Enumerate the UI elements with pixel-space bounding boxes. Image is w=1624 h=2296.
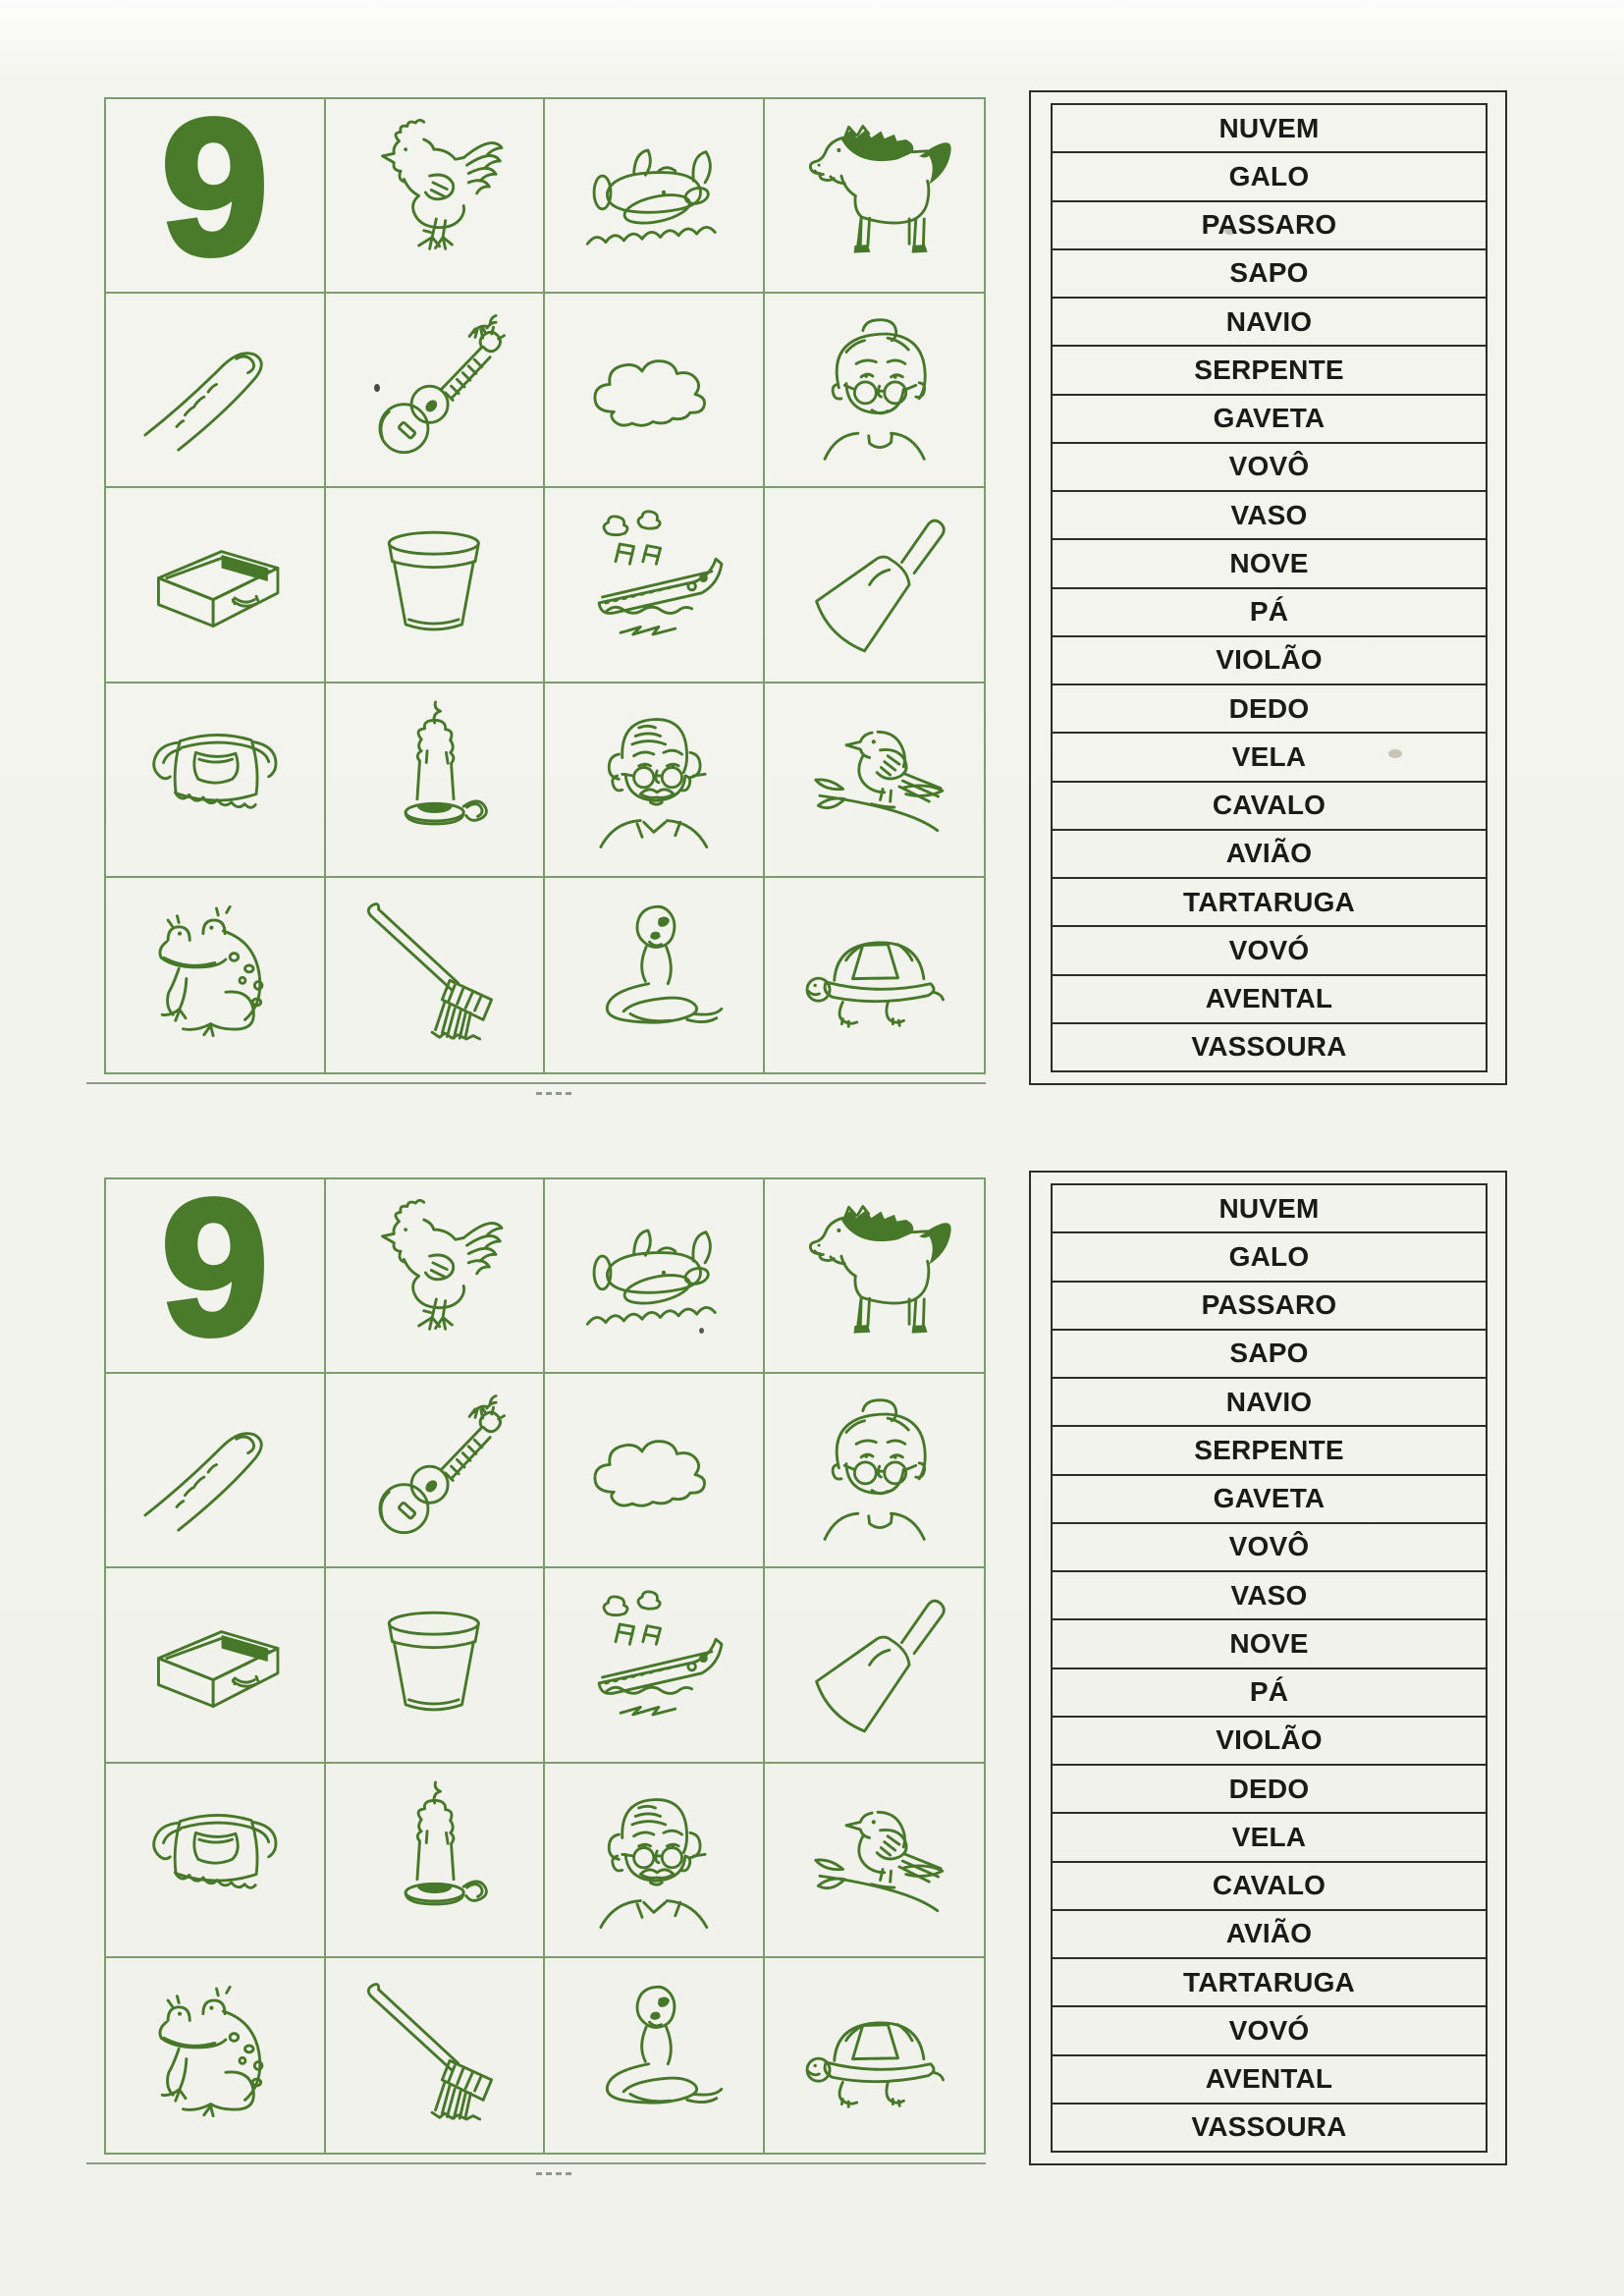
word-label: PÁ bbox=[1249, 1676, 1289, 1708]
word-row bbox=[1053, 2056, 1486, 2105]
word-row bbox=[1053, 347, 1486, 395]
cut-mark bbox=[536, 1092, 571, 1095]
word-label: VASSOURA bbox=[1191, 1031, 1347, 1063]
broom-icon bbox=[345, 1972, 523, 2139]
worksheet-half-bottom bbox=[0, 1171, 1624, 2261]
grid-cell-grandmother bbox=[765, 1374, 985, 1568]
number-nine-glyph: 9 bbox=[161, 1179, 269, 1375]
word-label: PASSARO bbox=[1201, 209, 1337, 241]
word-row bbox=[1053, 1024, 1486, 1070]
word-list-box bbox=[1029, 90, 1507, 1085]
grid-cell-apron bbox=[106, 1764, 326, 1958]
grandfather-icon bbox=[565, 696, 743, 862]
word-label: VELA bbox=[1231, 740, 1307, 772]
grid-cell-shovel bbox=[765, 488, 985, 683]
grid-cell-ship bbox=[545, 1568, 765, 1763]
grid-cell-bird bbox=[765, 1764, 985, 1958]
word-label: VIOLÃO bbox=[1216, 644, 1323, 676]
word-label: VOVÔ bbox=[1228, 451, 1310, 482]
word-row bbox=[1053, 1185, 1486, 1233]
grid-cell-broom bbox=[326, 878, 546, 1072]
grid-cell-ship bbox=[545, 488, 765, 683]
word-label: AVIÃO bbox=[1225, 838, 1313, 869]
frog-icon bbox=[126, 1972, 304, 2139]
snake-icon bbox=[565, 892, 743, 1059]
word-row bbox=[1053, 1814, 1486, 1862]
word-label: VELA bbox=[1231, 1821, 1307, 1852]
word-label: VOVÓ bbox=[1228, 2014, 1310, 2046]
cloud-icon bbox=[565, 1388, 743, 1554]
grid-cell-flower-pot bbox=[326, 488, 546, 683]
grandmother-icon bbox=[785, 307, 964, 473]
bird-icon bbox=[785, 1777, 964, 1942]
word-row bbox=[1053, 396, 1486, 444]
word-row bbox=[1053, 250, 1486, 299]
word-row bbox=[1053, 637, 1486, 685]
word-label: GAVETA bbox=[1213, 1483, 1326, 1514]
word-row bbox=[1053, 1718, 1486, 1766]
word-row bbox=[1053, 1863, 1486, 1911]
grid-cell-candle bbox=[326, 1764, 546, 1958]
frog-icon bbox=[126, 892, 304, 1059]
horse-icon bbox=[785, 1193, 964, 1359]
bird-icon bbox=[785, 696, 964, 862]
horse-icon bbox=[785, 113, 964, 279]
word-row bbox=[1053, 831, 1486, 879]
ship-icon bbox=[565, 1582, 743, 1748]
cut-mark bbox=[536, 2172, 571, 2175]
word-label: VOVÔ bbox=[1228, 1531, 1310, 1562]
word-row bbox=[1053, 1233, 1486, 1282]
word-label: NAVIO bbox=[1225, 1386, 1313, 1417]
word-row bbox=[1053, 1379, 1486, 1427]
shovel-icon bbox=[785, 502, 964, 668]
word-list-box bbox=[1029, 1171, 1507, 2165]
guitar-icon bbox=[345, 1388, 523, 1554]
word-label: TARTARUGA bbox=[1183, 1966, 1355, 1997]
word-row bbox=[1053, 1572, 1486, 1620]
word-row bbox=[1053, 1524, 1486, 1572]
word-label: NOVE bbox=[1229, 1627, 1309, 1659]
word-label: CAVALO bbox=[1212, 790, 1326, 821]
cloud-icon bbox=[565, 307, 743, 473]
rooster-icon bbox=[345, 113, 523, 279]
finger-icon bbox=[126, 307, 304, 473]
grid-cell-cloud bbox=[545, 294, 765, 488]
flower-pot-icon bbox=[345, 1582, 523, 1748]
word-row bbox=[1053, 685, 1486, 734]
word-row bbox=[1053, 734, 1486, 782]
turtle-icon bbox=[785, 1972, 964, 2139]
word-row bbox=[1053, 1331, 1486, 1379]
snake-icon bbox=[565, 1972, 743, 2139]
turtle-icon bbox=[785, 892, 964, 1059]
word-row bbox=[1053, 1669, 1486, 1718]
word-label: CAVALO bbox=[1212, 1870, 1326, 1901]
word-label: NUVEM bbox=[1218, 1192, 1320, 1224]
picture-grid bbox=[104, 97, 986, 1074]
word-label: SAPO bbox=[1229, 1338, 1309, 1369]
word-label: DEDO bbox=[1228, 692, 1310, 724]
word-label: AVENTAL bbox=[1205, 983, 1333, 1014]
word-label: GALO bbox=[1228, 160, 1310, 191]
finger-icon bbox=[126, 1388, 304, 1554]
grid-cell-cloud bbox=[545, 1374, 765, 1568]
number-nine-glyph: 9 bbox=[161, 99, 269, 295]
word-label: AVIÃO bbox=[1225, 1918, 1313, 1949]
word-label: PASSARO bbox=[1201, 1289, 1337, 1321]
grid-cell-number-nine bbox=[106, 99, 326, 294]
word-row bbox=[1053, 202, 1486, 250]
grid-cell-frog bbox=[106, 878, 326, 1072]
word-label: NOVE bbox=[1229, 547, 1309, 578]
word-label: DEDO bbox=[1228, 1773, 1310, 1804]
word-row bbox=[1053, 1959, 1486, 2007]
candle-icon bbox=[345, 696, 523, 862]
apron-icon bbox=[126, 696, 304, 862]
grid-cell-guitar bbox=[326, 294, 546, 488]
grid-cell-frog bbox=[106, 1958, 326, 2153]
word-label: GALO bbox=[1228, 1240, 1310, 1272]
grid-cell-number-nine bbox=[106, 1179, 326, 1374]
grid-cell-grandmother bbox=[765, 294, 985, 488]
grid-cell-horse bbox=[765, 1179, 985, 1374]
word-row bbox=[1053, 976, 1486, 1024]
word-row bbox=[1053, 1911, 1486, 1959]
word-row bbox=[1053, 2105, 1486, 2151]
grandfather-icon bbox=[565, 1777, 743, 1942]
drawer-icon bbox=[126, 1582, 304, 1748]
word-label: VASSOURA bbox=[1191, 2111, 1347, 2143]
grid-cell-shovel bbox=[765, 1568, 985, 1763]
flower-pot-icon bbox=[345, 502, 523, 668]
word-label: TARTARUGA bbox=[1183, 886, 1355, 917]
grid-cell-apron bbox=[106, 683, 326, 878]
grid-cell-drawer bbox=[106, 1568, 326, 1763]
word-row bbox=[1053, 2007, 1486, 2055]
word-row bbox=[1053, 783, 1486, 831]
word-label: SAPO bbox=[1229, 257, 1309, 289]
word-row bbox=[1053, 1620, 1486, 1668]
airplane-icon bbox=[565, 113, 743, 279]
word-row bbox=[1053, 1283, 1486, 1331]
grid-cell-broom bbox=[326, 1958, 546, 2153]
drawer-icon bbox=[126, 502, 304, 668]
apron-icon bbox=[126, 1777, 304, 1942]
word-row bbox=[1053, 1476, 1486, 1524]
word-label: VASO bbox=[1230, 499, 1308, 530]
guitar-icon bbox=[345, 307, 523, 473]
word-label: SERPENTE bbox=[1194, 354, 1344, 385]
grid-cell-flower-pot bbox=[326, 1568, 546, 1763]
rooster-icon bbox=[345, 1193, 523, 1359]
grid-cell-candle bbox=[326, 683, 546, 878]
word-list bbox=[1051, 103, 1488, 1072]
word-row bbox=[1053, 299, 1486, 347]
word-row bbox=[1053, 540, 1486, 588]
word-label: VIOLÃO bbox=[1216, 1724, 1323, 1756]
grid-cell-rooster bbox=[326, 1179, 546, 1374]
word-row bbox=[1053, 1427, 1486, 1475]
word-label: VASO bbox=[1230, 1579, 1308, 1611]
grid-cell-bird bbox=[765, 683, 985, 878]
word-label: NAVIO bbox=[1225, 305, 1313, 337]
grid-cell-turtle bbox=[765, 878, 985, 1072]
grid-cell-airplane bbox=[545, 1179, 765, 1374]
word-row bbox=[1053, 444, 1486, 492]
grandmother-icon bbox=[785, 1388, 964, 1554]
word-row bbox=[1053, 105, 1486, 153]
grid-cell-finger bbox=[106, 294, 326, 488]
word-label: VOVÓ bbox=[1228, 934, 1310, 965]
grid-cell-airplane bbox=[545, 99, 765, 294]
shovel-icon bbox=[785, 1582, 964, 1748]
grid-cell-snake bbox=[545, 1958, 765, 2153]
airplane-icon bbox=[565, 1193, 743, 1359]
grid-cell-guitar bbox=[326, 1374, 546, 1568]
word-label: AVENTAL bbox=[1205, 2063, 1333, 2095]
word-list bbox=[1051, 1183, 1488, 2153]
word-label: SERPENTE bbox=[1194, 1434, 1344, 1465]
ship-icon bbox=[565, 502, 743, 668]
grid-cell-drawer bbox=[106, 488, 326, 683]
word-row bbox=[1053, 879, 1486, 927]
worksheet-half-top bbox=[0, 90, 1624, 1180]
grid-cell-grandfather bbox=[545, 1764, 765, 1958]
grid-cell-rooster bbox=[326, 99, 546, 294]
grid-cell-finger bbox=[106, 1374, 326, 1568]
broom-icon bbox=[345, 892, 523, 1059]
grid-cell-turtle bbox=[765, 1958, 985, 2153]
grid-cell-horse bbox=[765, 99, 985, 294]
cut-line bbox=[86, 2162, 986, 2164]
picture-grid bbox=[104, 1177, 986, 2155]
candle-icon bbox=[345, 1777, 523, 1942]
grid-cell-snake bbox=[545, 878, 765, 1072]
grid-cell-grandfather bbox=[545, 683, 765, 878]
word-row bbox=[1053, 927, 1486, 975]
word-row bbox=[1053, 1766, 1486, 1814]
word-label: NUVEM bbox=[1218, 112, 1320, 143]
word-label: PÁ bbox=[1249, 596, 1289, 628]
word-row bbox=[1053, 153, 1486, 201]
word-label: GAVETA bbox=[1213, 403, 1326, 434]
word-row bbox=[1053, 589, 1486, 637]
word-row bbox=[1053, 492, 1486, 540]
cut-line bbox=[86, 1082, 986, 1084]
